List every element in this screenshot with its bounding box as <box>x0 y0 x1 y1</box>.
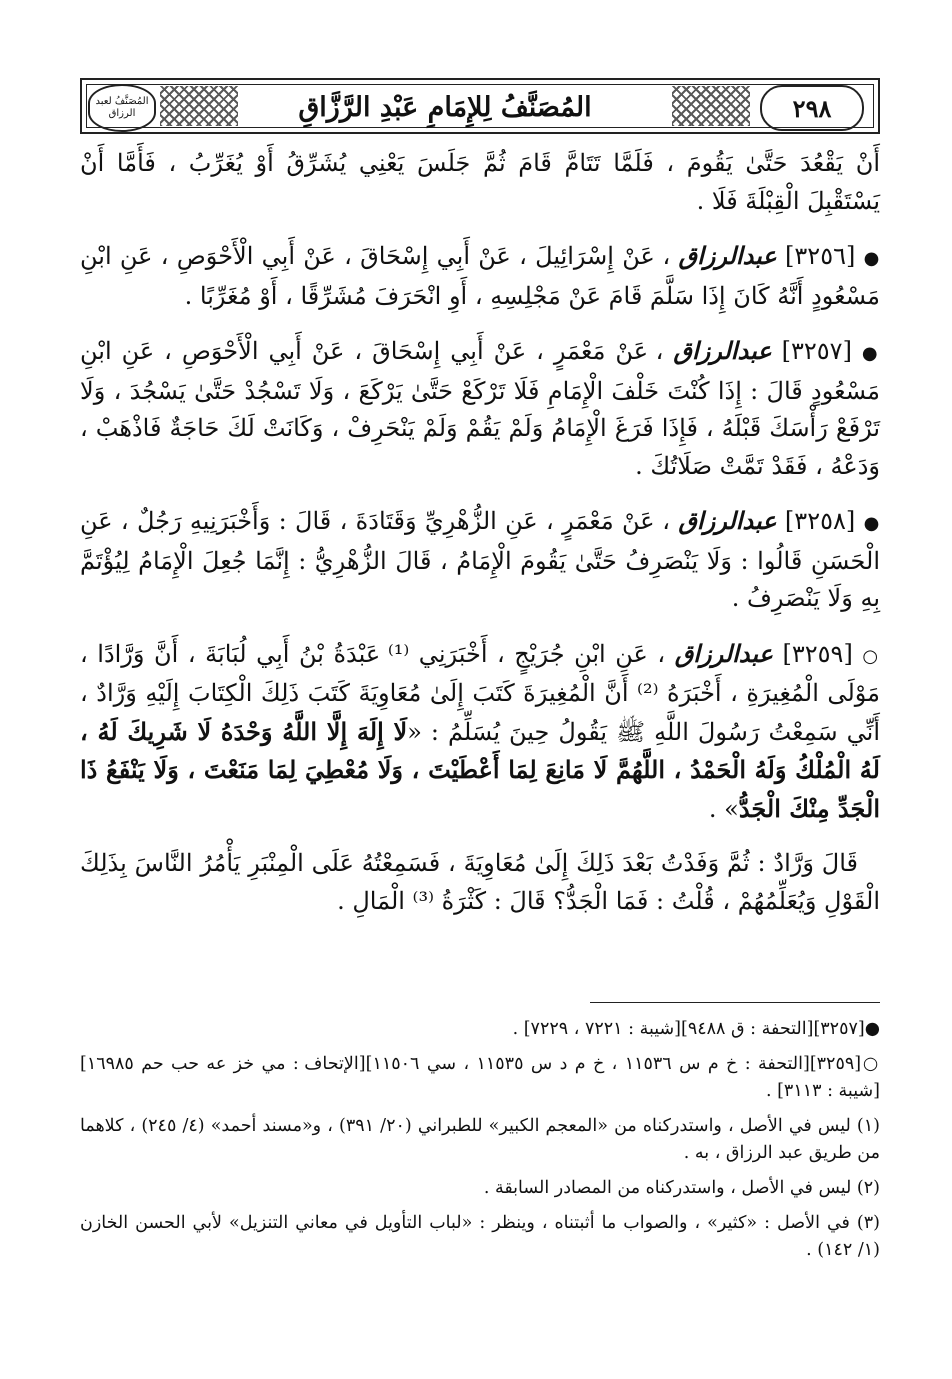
prophetic-saying: لَا إِلَهَ إِلَّا اللَّهُ وَحْدَهُ لَا شَرِيكَ لَهُ ، لَهُ الْمُلْكُ وَلَهُ الْحَمْدُ ، اللَّهُمَّ لَا مَانِعَ لِمَا أَعْطَيْتَ ، وَلَا مُعْطِيَ لِمَا مَنَعْتَ ، وَلَا يَنْفَعُ ذَا الْجَدِّ مِنْكَ الْجَدُّ <box>80 716 880 823</box>
paragraph <box>80 845 880 920</box>
footnote: ○[٣٢٥٩][التحفة : خ م س ١١٥٣٦ ، خ م د س ١١٥٣٥ ، سي ١١٥٠٦][الإتحاف : مي خز عه حب حم ١٦٩٨٥][شيبة : ٣١١٣] . <box>80 1054 880 1101</box>
entry-marker: ● <box>861 343 880 364</box>
footnote: (١) ليس في الأصل ، واستدركناه من «المعجم الكبير» للطبراني (٢٠/ ٣٩١) ، و«مسند أحمد» (٤/ ٢٤٥) ، كلاهما من طريق عبد الرزاق ، به . <box>80 1116 880 1163</box>
author-name: عبدالرزاق <box>673 336 772 365</box>
hadith-text: ، عَنِ ابْنِ جُرَيْجٍ ، أَخْبَرَنِي ⁽¹⁾ عَبْدَةُ بْنُ أَبِي لُبَابَةَ ، أَنَّ وَرَّادًا ، مَوْلَى الْمُغِيرَةِ ، أَخْبَرَهُ ⁽²⁾ أَنَّ الْمُغِيرَةَ كَتَبَ إِلَىٰ مُعَاوِيَةَ كَتَبَ ذَلِكَ الْكِتَابَ إِلَيْهِ وَرَّادٌ ، أَنِّي سَمِعْتُ رَسُولَ اللَّهِ ﷺ يَقُولُ حِينَ يُسَلِّمُ : « <box>80 639 881 746</box>
ornament-right <box>672 86 750 126</box>
hadith-closing: » . <box>708 794 739 823</box>
paragraph <box>80 145 880 220</box>
main-text <box>80 145 880 937</box>
book-medallion: المُصَنَّفُ لعبد الرزاق <box>88 84 156 132</box>
entry-marker: ● <box>863 248 880 269</box>
footnotes <box>80 1016 880 1272</box>
footnote: (٢) ليس في الأصل ، واستدركناه من المصادر السابقة . <box>483 1178 880 1198</box>
hadith-entry <box>80 332 880 485</box>
running-title: المُصَنَّفُ لِلإِمَامِ عَبْدِ الرَّزَّاقِ <box>298 92 592 123</box>
hadith-text: ، عَنْ مَعْمَرٍ ، عَنْ أَبِي إِسْحَاقَ ، عَنْ أَبِي الْأَحْوَصِ ، عَنِ ابْنِ مَسْعُودٍ قَالَ : إِذَا كُنْتَ خَلْفَ الْإِمَامِ فَلَا تَرْكَعْ حَتَّىٰ يَرْكَعَ ، وَلَا تَسْجُدْ حَتَّىٰ يَسْجُدَ ، وَلَا تَرْفَعْ رَأْسَكَ قَبْلَهُ ، فَإِذَا فَرَغَ الْإِمَامُ وَلَمْ يَقُمْ وَلَمْ يَنْحَرِفْ ، وَكَانَتْ لَكَ حَاجَةٌ فَاذْهَبْ ، وَدَعْهُ ، فَقَدْ تَمَّتْ صَلَاتُكَ . <box>80 337 880 480</box>
footnote: (٣) في الأصل : «كثير» ، والصواب ما أثبتناه ، وينظر : «لباب التأويل في معاني التنزيل» لأبي الحسن الخازن (١/ ١٤٢) . <box>80 1213 880 1260</box>
hadith-text: ، عَنْ مَعْمَرٍ ، عَنِ الزُّهْرِيِّ وَقَتَادَةَ ، قَالَ : وَأَخْبَرَنِيهِ رَجُلٌ ، عَنِ الْحَسَنِ قَالُوا : وَلَا يَنْصَرِفُ حَتَّىٰ يَقُومَ الْإِمَامُ ، قَالَ الزُّهْرِيُّ : إِنَّمَا جُعِلَ الْإِمَامُ لِيُؤْتَمَّ بِهِ وَلَا يَنْصَرِفُ . <box>80 507 880 612</box>
hadith-text: ، عَنْ إِسْرَائِيلَ ، عَنْ أَبِي إِسْحَاقَ ، عَنْ أَبِي الْأَحْوَصِ ، عَنِ ابْنِ مَسْعُودٍ أَنَّهُ كَانَ إِذَا سَلَّمَ قَامَ عَنْ مَجْلِسِهِ ، أَوِ انْحَرَفَ مُشَرِّقًا ، أَوْ مُغَرِّبًا . <box>80 242 880 310</box>
hadith-entry <box>80 635 880 829</box>
hadith-entry <box>80 502 880 618</box>
hadith-number: [٣٢٥٨] <box>784 507 856 535</box>
footnote-separator <box>590 1002 880 1003</box>
ornament-left <box>160 86 238 126</box>
author-name: عبدالرزاق <box>678 241 777 270</box>
page-header <box>80 78 880 134</box>
entry-marker: ● <box>863 513 880 534</box>
footnote: ●[٣٢٥٧][التحفة : ق ٩٤٨٨][شيبة : ٧٢٢١ ، ٧٢٢٩] . <box>512 1019 880 1039</box>
page-number: ٢٩٨ <box>760 85 864 131</box>
author-name: عبدالرزاق <box>674 638 773 668</box>
paragraph-text: قَالَ وَرَّادٌ : ثُمَّ وَفَدْتُ بَعْدَ ذَلِكَ إِلَىٰ مُعَاوِيَةَ ، فَسَمِعْتُهُ عَلَى الْمِنْبَرِ يَأْمُرُ النَّاسَ بِذَلِكَ الْقَوْلِ وَيُعَلِّمُهُمْ ، قُلْتُ : فَمَا الْجَدُّ؟ قَالَ : كَثْرَةُ ⁽³⁾ الْمَالِ . <box>80 849 880 915</box>
hadith-number: [٣٢٥٦] <box>785 242 856 270</box>
paragraph-text: أَنْ يَقْعُدَ حَتَّىٰ يَقُومَ ، فَلَمَّا تَتَامَّ قَامَ ثُمَّ جَلَسَ يَعْنِي يُشَرِّقُ أَوْ يُغَرِّبُ ، فَأَمَّا أَنْ يَسْتَقْبِلَ الْقِبْلَةَ فَلَا . <box>80 149 880 215</box>
author-name: عبدالرزاق <box>678 506 777 535</box>
entry-marker: ○ <box>862 645 880 667</box>
hadith-number: [٣٢٥٧] <box>781 337 852 365</box>
hadith-entry <box>80 237 880 315</box>
hadith-number: [٣٢٥٩] <box>782 639 853 668</box>
